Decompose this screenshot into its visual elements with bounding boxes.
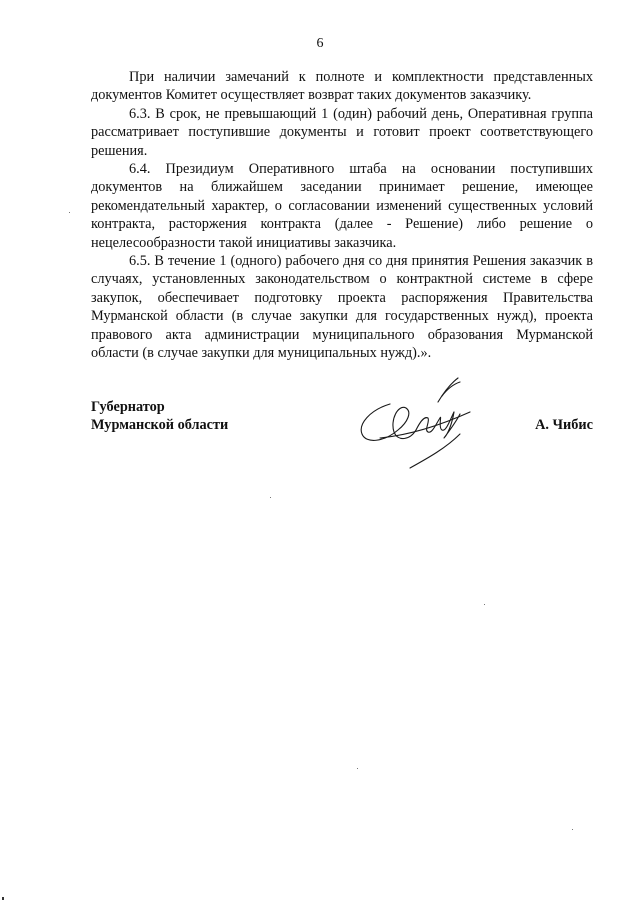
- scan-speck: [484, 604, 485, 605]
- handwritten-signature: [350, 372, 480, 477]
- signatory-title-line1: Губернатор: [91, 399, 165, 415]
- paragraph-6-5: 6.5. В течение 1 (одного) рабочего дня со дня принятия Решения заказчик в случаях, установленных законодательством о контрактной системе в сфере закупок, обеспечивает подготовку проекта распоряжения Правительства Мурманской области (в случае закупки для государственных нужд), проекта правового акта администрации муниципального образования Мурманской области (в случае закупки для муниципальных нужд).».: [91, 253, 593, 362]
- scan-speck: [270, 497, 271, 498]
- document-body: [91, 68, 593, 363]
- scan-speck: [357, 768, 358, 769]
- scan-speck: [2, 897, 4, 900]
- scan-speck: [69, 212, 70, 213]
- paragraph-6-3: 6.3. В срок, не превышающий 1 (один) рабочий день, Оперативная группа рассматривает поступившие документы и готовит проект соответствующего решения.: [91, 105, 593, 159]
- signatory-title-line2: Мурманской области: [91, 417, 229, 434]
- scan-speck: [572, 829, 573, 830]
- paragraph-return-documents: При наличии замечаний к полноте и комплектности представленных документов Комитет осуществляет возврат таких документов заказчику.: [91, 69, 593, 104]
- page-number: 6: [316, 36, 324, 51]
- paragraph-6-4: 6.4. Президиум Оперативного штаба на основании поступивших документов на ближайшем заседании принимает решение, имеющее рекомендательный характер, о согласовании изменений существенных условий контракта, расторжения контракта (далее - Решение) либо решение о нецелесообразности такой инициативы заказчика.: [91, 161, 593, 251]
- signatory-title: [91, 398, 228, 435]
- signatory-name: А. Чибис: [535, 417, 593, 433]
